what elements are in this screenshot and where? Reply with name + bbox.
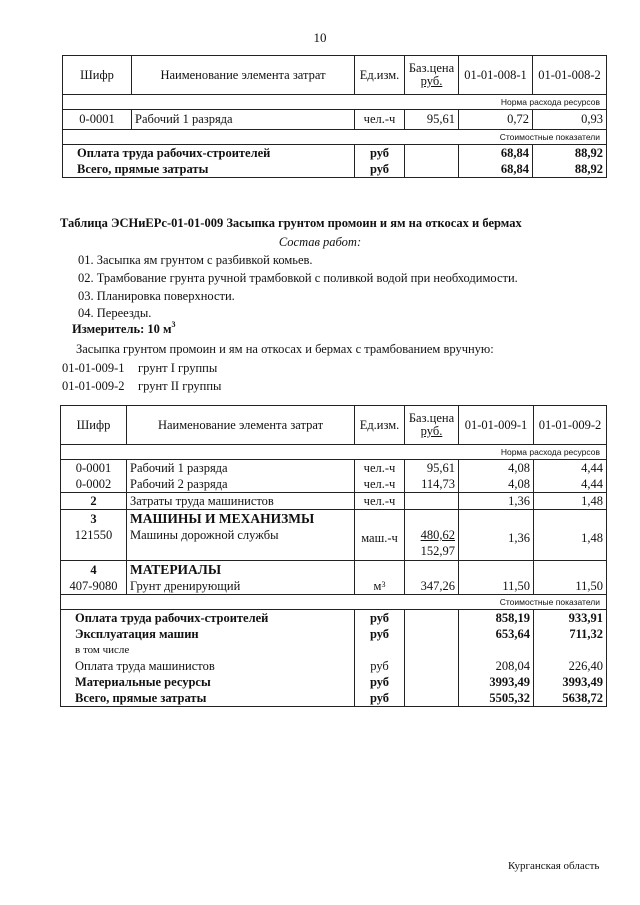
- row-value-2: 4,44: [534, 460, 607, 477]
- table-caption: Таблица ЭСНиЕРс-01-01-009 Засыпка грунтом промоин и ям на откосах и бермах: [60, 216, 522, 230]
- item-code: 407-9080: [69, 578, 118, 593]
- group-code: 3: [90, 512, 97, 526]
- cost-value-1: 5505,32: [459, 690, 534, 707]
- cost-row: [61, 658, 607, 674]
- cost-value-2: 711,32: [534, 626, 607, 642]
- table-header-row: [63, 56, 607, 95]
- group-code: 4: [90, 562, 97, 577]
- variant-item: [62, 361, 217, 376]
- cost-value-1: 68,84: [459, 161, 533, 178]
- cost-price: [405, 674, 459, 690]
- cost-row: [61, 610, 607, 627]
- cost-label: Стоимостные показатели: [63, 130, 607, 145]
- row-price: 95,61: [405, 460, 459, 477]
- work-item: 02. Трамбование грунта ручной трамбовкой с поливкой водой при необходимости.: [78, 271, 518, 285]
- cost-name: Всего, прямые затраты: [61, 690, 355, 707]
- row-value-1: 4,08: [459, 476, 534, 493]
- cost-value-2: 226,40: [534, 658, 607, 674]
- row-code: [61, 510, 127, 561]
- header-unit: Ед.изм.: [355, 406, 405, 445]
- item-name: Грунт дренирующий: [130, 578, 241, 593]
- cost-price: [405, 610, 459, 627]
- row-value-1: 1,36: [459, 493, 534, 510]
- cost-name: Материальные ресурсы: [61, 674, 355, 690]
- row-code: 0-0001: [63, 110, 132, 130]
- row-unit: чел.-ч: [355, 476, 405, 493]
- header-code: Шифр: [63, 56, 132, 95]
- row-unit: чел.-ч: [355, 110, 405, 130]
- cost-name: в том числе: [61, 642, 355, 658]
- row-name: [127, 561, 355, 595]
- header-variant-2: 01-01-009-2: [534, 406, 607, 445]
- work-item: 01. Засыпка ям грунтом с разбивкой комьев.: [78, 253, 313, 267]
- header-variant-1: 01-01-009-1: [459, 406, 534, 445]
- cost-value-1: 858,19: [459, 610, 534, 627]
- table-row-materials: [61, 561, 607, 595]
- group-name: МАТЕРИАЛЫ: [130, 561, 222, 577]
- cost-name: Эксплуатация машин: [61, 626, 355, 642]
- table-row: [63, 110, 607, 130]
- cost-name: Всего, прямые затраты: [63, 161, 355, 178]
- cost-name: Оплата труда рабочих-строителей: [61, 610, 355, 627]
- cost-value-2: 88,92: [533, 161, 607, 178]
- row-name: Рабочий 1 разряда: [127, 460, 355, 477]
- cost-value-2: 933,91: [534, 610, 607, 627]
- item-code: 121550: [74, 528, 113, 542]
- row-code: 0-0002: [61, 476, 127, 493]
- row-code: [61, 561, 127, 595]
- cost-value-1: 653,64: [459, 626, 534, 642]
- header-price-line2: руб.: [420, 74, 443, 88]
- row-code: 0-0001: [61, 460, 127, 477]
- cost-price: [405, 658, 459, 674]
- table-row-machines: [61, 510, 607, 561]
- cost-label: Стоимостные показатели: [61, 595, 607, 610]
- variant-label: грунт I группы: [138, 361, 218, 375]
- cost-unit: руб: [355, 610, 405, 627]
- norm-label: Норма расхода ресурсов: [63, 95, 607, 110]
- measure-label: Измеритель: 10 м: [72, 322, 172, 336]
- cost-unit: руб: [355, 145, 405, 162]
- row-unit: чел.-ч: [355, 493, 405, 510]
- work-description: Засыпка грунтом промоин и ям на откосах и бермах с трамбованием вручную:: [76, 342, 494, 356]
- row-unit: [355, 561, 405, 595]
- header-name: Наименование элемента затрат: [132, 56, 355, 95]
- work-composition-label: Состав работ:: [278, 235, 362, 249]
- row-value-2: 4,44: [534, 476, 607, 493]
- cost-name: Оплата труда рабочих-строителей: [63, 145, 355, 162]
- cost-value-2: 5638,72: [534, 690, 607, 707]
- cost-row: [61, 626, 607, 642]
- table-row-operators: [61, 493, 607, 510]
- cost-unit: [355, 642, 405, 658]
- row-price: 95,61: [405, 110, 459, 130]
- header-name: Наименование элемента затрат: [127, 406, 355, 445]
- row-value-1: 11,50: [459, 561, 534, 595]
- cost-value-1: 208,04: [459, 658, 534, 674]
- row-price: [405, 510, 459, 561]
- header-variant-1: 01-01-008-1: [459, 56, 533, 95]
- cost-row: [63, 145, 607, 162]
- table-row: [61, 476, 607, 493]
- row-name: Рабочий 2 разряда: [127, 476, 355, 493]
- header-price-line1: Баз.цена: [408, 61, 455, 75]
- measure-sup: 3: [171, 320, 176, 329]
- row-value-2: 1,48: [534, 493, 607, 510]
- cost-name: Оплата труда машинистов: [61, 658, 355, 674]
- row-price: [405, 493, 459, 510]
- cost-unit: руб: [355, 674, 405, 690]
- row-value-1: 0,72: [459, 110, 533, 130]
- header-price: [405, 406, 459, 445]
- cost-row: [61, 642, 607, 658]
- cost-unit: руб: [355, 626, 405, 642]
- row-value-1: 1,36: [459, 510, 534, 561]
- table-header-row: [61, 406, 607, 445]
- cost-unit: руб: [355, 658, 405, 674]
- cost-unit: руб: [355, 161, 405, 178]
- work-item: 04. Переезды.: [78, 306, 152, 320]
- header-variant-2: 01-01-008-2: [533, 56, 607, 95]
- row-name: Рабочий 1 разряда: [132, 110, 355, 130]
- header-code: Шифр: [61, 406, 127, 445]
- cost-value-1: [459, 642, 534, 658]
- unit-sup: 3: [381, 580, 386, 589]
- header-price-line1: Баз.цена: [408, 411, 455, 425]
- header-price: [405, 56, 459, 95]
- row-value-2: 1,48: [534, 510, 607, 561]
- cost-price: [405, 145, 459, 162]
- cost-row: [63, 161, 607, 178]
- cost-price: [405, 161, 459, 178]
- header-unit: Ед.изм.: [355, 56, 405, 95]
- cost-value-2: 88,92: [533, 145, 607, 162]
- resource-table-008: [62, 55, 607, 178]
- header-price-line2: руб.: [420, 424, 443, 438]
- row-value-2: 0,93: [533, 110, 607, 130]
- cost-value-1: 68,84: [459, 145, 533, 162]
- row-price: 347,26: [405, 561, 459, 595]
- cost-value-2: [534, 642, 607, 658]
- row-name: Затраты труда машинистов: [127, 493, 355, 510]
- page-number: 10: [313, 30, 327, 45]
- cost-value-1: 3993,49: [459, 674, 534, 690]
- variant-item: [62, 379, 221, 394]
- row-unit: маш.-ч: [355, 510, 405, 561]
- row-code: 2: [61, 493, 127, 510]
- row-price: 114,73: [405, 476, 459, 493]
- group-name: МАШИНЫ И МЕХАНИЗМЫ: [130, 511, 315, 526]
- variant-code: 01-01-009-2: [62, 379, 125, 393]
- row-unit: чел.-ч: [355, 460, 405, 477]
- cost-row: [61, 674, 607, 690]
- measure-unit: [72, 322, 176, 337]
- table-row: [61, 460, 607, 477]
- item-name: Машины дорожной службы: [130, 528, 279, 542]
- variant-label: грунт II группы: [138, 379, 222, 393]
- variant-code: 01-01-009-1: [62, 361, 125, 375]
- price-secondary: 152,97: [420, 544, 455, 558]
- norm-label: Норма расхода ресурсов: [61, 445, 607, 460]
- cost-row: [61, 690, 607, 707]
- row-name: [127, 510, 355, 561]
- price-primary: 480,62: [420, 528, 455, 542]
- row-value-1: 4,08: [459, 460, 534, 477]
- cost-price: [405, 642, 459, 658]
- row-value-2: 11,50: [534, 561, 607, 595]
- cost-unit: руб: [355, 690, 405, 707]
- cost-price: [405, 690, 459, 707]
- cost-value-2: 3993,49: [534, 674, 607, 690]
- resource-table-009: [60, 405, 607, 707]
- unit-label: м: [373, 579, 382, 593]
- cost-price: [405, 626, 459, 642]
- region-footer: Курганская область: [508, 860, 600, 872]
- work-item: 03. Планировка поверхности.: [78, 289, 235, 303]
